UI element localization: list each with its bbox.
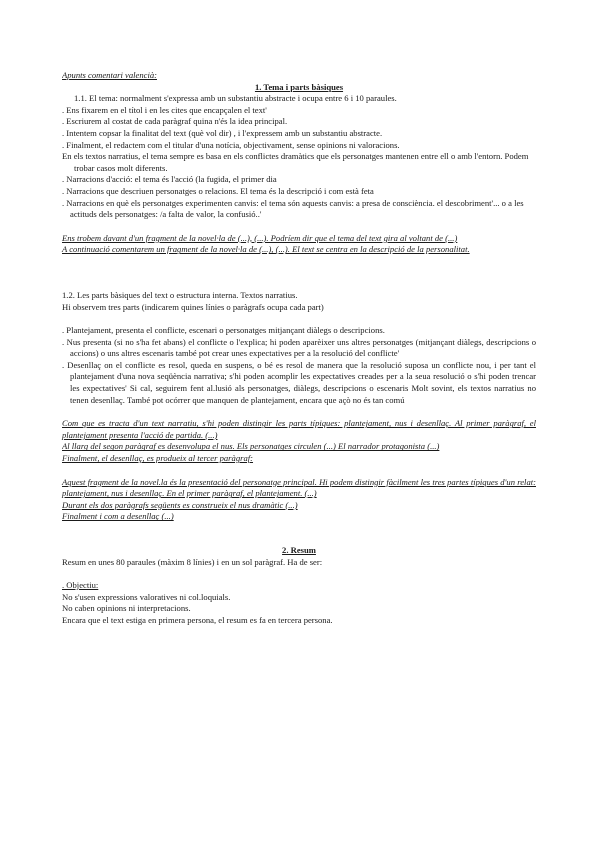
narracio-bullet: . Narracions en què els personatges experimenten canvis: el tema són aquests canvis: a presa de consciència. el descobriment'... o a les actituds dels personatges: /a falta de valor, la confusió..': [62, 197, 524, 220]
section-2-heading: 2. Resum: [282, 545, 316, 555]
parts-bullet: . Plantejament, presenta el conflicte, escenari o personatges mitjançant diàlegs o descripcions.: [62, 325, 385, 336]
parts-example-b-line: Durant els dos paràgrafs següents es construeix el nus dramàtic (...): [62, 499, 298, 510]
section-1-2-intro: Hi observem tres parts (indicarem quines línies o paràgrafs ocupa cada part): [62, 301, 324, 312]
section-1-2-heading: 1.2. Les parts bàsiques del text o estructura interna. Textos narratius.: [62, 289, 298, 300]
parts-example-a-line: Com que es tracta d'un text narratiu, s'hi poden distingir les parts típiques: plantejament, nus i desenllaç. Al primer paràgraf, el plantejament presenta l'acció de partida. (...): [62, 418, 536, 440]
parts-bullet: . Nus presenta (si no s'ha fet abans) el conflicte o l'explica; hi poden aparèixer uns altres personatges (mitjançant diàlegs, descripcions o accions) o uns altres escenaris també pot crear unes expectatives per a la resolució del conflicte': [62, 336, 536, 359]
narrative-note: En els textos narratius, el tema sempre es basa en els conflictes dramàtics que els personatges mantenen entre ell o amb l'entorn. Podem trobar casos molt diferents.: [62, 151, 529, 173]
parts-example-a-line: Al llarg del segon paràgraf es desenvolupa el nus. Els personatges circulen (...) El narrador protagonista (...): [62, 441, 440, 452]
section-1-1-paragraph: 1.1. El tema: normalment s'expressa amb un substantiu abstracte i ocupa entre 6 i 10 paraules.: [74, 93, 397, 104]
section-1-heading: 1. Tema i parts bàsiques: [254, 81, 344, 92]
narracio-bullet: . Narracions d'acció: el tema és l'acció (la fugida, el primer dia: [62, 174, 277, 185]
objectiu-line: Encara que el text estiga en primera persona, el resum es fa en tercera persona.: [62, 614, 333, 625]
objectiu-line: No s'usen expressions valoratives ni col.loquials.: [62, 591, 231, 602]
tema-bullet: . Finalment, el redactem com el titular d'una notícia, objectivament, sense opinions ni valoracions.: [62, 139, 400, 150]
objectiu-line: No caben opinions ni interpretacions.: [62, 603, 191, 614]
tema-bullet: . Escriurem al costat de cada paràgraf quina n'és la idea principal.: [62, 116, 288, 127]
parts-bullet: . Desenllaç on el conflicte es resol, queda en suspens, o bé es resol de manera que la resolució suposa un conflicte nou, i per tant el plantejament d'una nova seqüència narrativa; s'hi poden acomplir les expectatives creades per a la seua resolució o s'hi poden trencar les expectatives' Si cal, seguirem fent al.lusió als personatges, diàlegs, descripcions o escenaris Molt sovint, els textos narratius no tenen desenllaç. També pot ocórrer que manquen de plantejament, encara que açò no és tan comú: [62, 359, 536, 405]
objectiu-label: . Objectiu:: [62, 580, 99, 591]
parts-example-b-line: Aquest fragment de la novel.la és la presentació del personatge principal. Hi podem distingir fàcilment les tres partes típiques d'un relat: plantejament, nus i desenllaç. En el primer paràgraf, el plantejament. (...): [62, 476, 536, 499]
document-header: Apunts comentari valencià:: [62, 70, 157, 80]
tema-example-1: Ens trobem davant d'un fragment de la novel·la de (...), (...). Podríem dir que el tema del text gira al voltant de (...): [62, 232, 458, 243]
tema-example-2: A continuació comentarem un fragment de la novel·la de (...), (...). El text se centra en la descripció de la personalitat.: [62, 244, 470, 255]
narracio-bullet: . Narracions que descriuen personatges o relacions. El tema és la descripció i com està feta: [62, 185, 374, 196]
parts-example-b-line: Finalment i com a desenllaç (...): [62, 511, 174, 522]
parts-example-a-line: Finalment, el desenllaç, es produeix al tercer paràgraf:: [62, 453, 254, 464]
document-body: [62, 70, 536, 627]
resum-intro: Resum en unes 80 paraules (màxim 8 línies) i en un sol paràgraf. Ha de ser:: [62, 556, 323, 567]
tema-bullet: . Intentem copsar la finalitat del text (què vol dir) , i l'expressem amb un substantiu abstracte.: [62, 127, 383, 138]
tema-bullet: . Ens fixarem en el títol i en les cites que encapçalen el text': [62, 104, 267, 115]
